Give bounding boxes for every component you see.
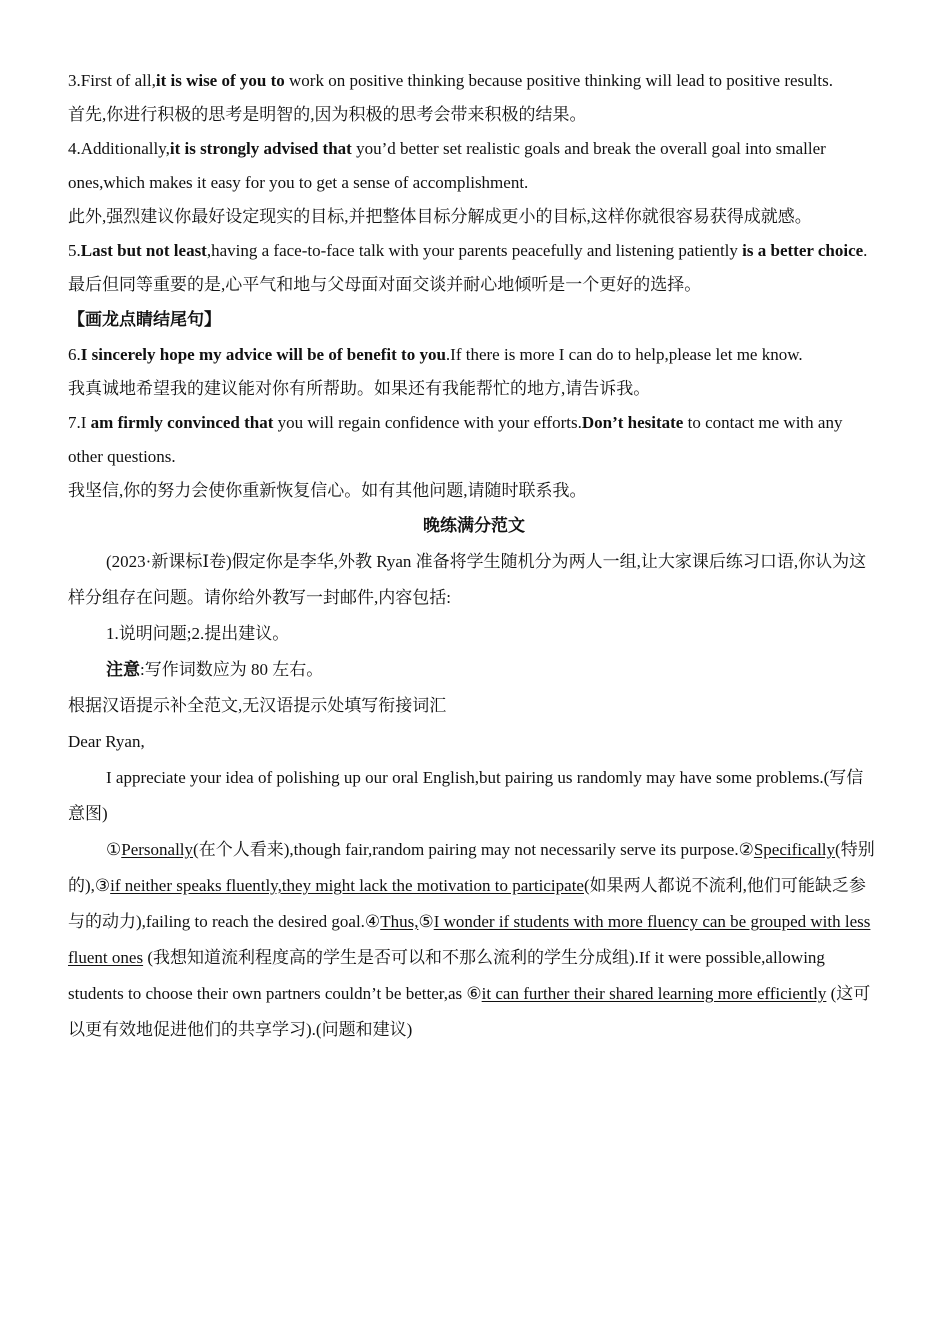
text-run: (我想知道流利程度高的学生是否可以和不那么流利的学生分成组).If it were possible,allowing students to choose their own partners couldn’t be better,as ⑥ xyxy=(68,948,825,1003)
text-run: .If there is more I can do to help,please let me know. xyxy=(445,345,803,364)
task-note xyxy=(68,652,880,688)
filled-blank: it can further their shared learning more efficiently xyxy=(481,984,827,1003)
chinese-translation: 最后但同等重要的是,心平气和地与父母面对面交谈并耐心地倾听是一个更好的选择。 xyxy=(68,275,702,294)
filled-blank: if neither speaks fluently,they might lack the motivation to participate xyxy=(110,876,584,895)
text-run: to contact me with any other questions. xyxy=(68,413,843,466)
text-run: . xyxy=(863,241,868,260)
document-page xyxy=(68,64,880,1048)
sentence-item-4 xyxy=(68,132,880,234)
letter-paragraph-1: I appreciate your idea of polishing up our oral English,but pairing us randomly may have some problems.(写信意图) xyxy=(68,768,864,823)
english-sentence xyxy=(68,132,880,200)
text-run: ,having a face-to-face talk with your parents peacefully and listening patiently xyxy=(206,241,743,260)
english-sentence xyxy=(68,64,880,98)
note-text: :写作词数应为 80 左右。 xyxy=(140,660,324,679)
text-run: (这可以更有效地促进他们的共享学习).(问题和建议) xyxy=(68,984,871,1039)
filled-blank: I wonder if students with more fluency can be grouped with less fluent ones xyxy=(68,912,871,967)
bold-phrase: am firmly convinced that xyxy=(90,413,274,432)
fill-instruction: 根据汉语提示补全范文,无汉语提示处填写衔接词汇 xyxy=(68,696,447,715)
text-run: (如果两人都说不流利,他们可能缺乏参与的动力),failing to reach the desired goal.④ xyxy=(68,876,866,931)
task-points: 1.说明问题;2.提出建议。 xyxy=(106,624,290,643)
text-run: 3.First of all, xyxy=(68,71,156,90)
text-run: 4.Additionally, xyxy=(68,139,170,158)
sentence-item-6 xyxy=(68,338,880,406)
filled-blank: Thus, xyxy=(380,912,419,931)
bold-phrase: Don’t hesitate xyxy=(581,413,684,432)
letter-greeting: Dear Ryan, xyxy=(68,732,145,751)
filled-blank: Personally xyxy=(121,840,194,859)
section-title: 晚练满分范文 xyxy=(423,516,525,535)
filled-blank: Specifically xyxy=(753,840,836,859)
chinese-translation: 我坚信,你的努力会使你重新恢复信心。如有其他问题,请随时联系我。 xyxy=(68,481,587,500)
text-run: (在个人看来),though fair,random pairing may not necessarily serve its purpose.② xyxy=(193,840,754,859)
text-run: ① xyxy=(106,840,122,859)
bold-phrase: Last but not least xyxy=(80,241,207,260)
sentence-item-5 xyxy=(68,234,880,302)
text-run: work on positive thinking because positive thinking will lead to positive results. xyxy=(284,71,833,90)
text-run: 6. xyxy=(68,345,81,364)
english-sentence xyxy=(68,338,880,372)
text-run: 5. xyxy=(68,241,81,260)
bold-phrase: it is strongly advised that xyxy=(169,139,352,158)
english-sentence xyxy=(68,234,880,268)
text-run: you’d better set realistic goals and break the overall goal into smaller ones,which makes it easy for you to get a sense of accomplishment. xyxy=(68,139,826,192)
bold-phrase: it is wise of you to xyxy=(155,71,285,90)
closing-sentences-heading: 【画龙点睛结尾句】 xyxy=(68,310,221,329)
bold-phrase: I sincerely hope my advice will be of benefit to you xyxy=(80,345,446,364)
english-sentence xyxy=(68,406,880,474)
text-run: (特别的),③ xyxy=(68,840,875,895)
bold-phrase: is a better choice xyxy=(742,241,864,260)
sentence-item-3 xyxy=(68,64,880,132)
chinese-translation: 我真诚地希望我的建议能对你有所帮助。如果还有我能帮忙的地方,请告诉我。 xyxy=(68,379,651,398)
task-prompt: (2023·新课标Ⅰ卷)假定你是李华,外教 Ryan 准备将学生随机分为两人一组,让大家课后练习口语,你认为这样分组存在问题。请你给外教写一封邮件,内容包括: xyxy=(68,552,867,607)
text-run: 7.I xyxy=(68,413,91,432)
chinese-translation: 此外,强烈建议你最好设定现实的目标,并把整体目标分解成更小的目标,这样你就很容易获得成就感。 xyxy=(68,207,812,226)
note-label: 注意 xyxy=(106,660,140,679)
chinese-translation: 首先,你进行积极的思考是明智的,因为积极的思考会带来积极的结果。 xyxy=(68,105,587,124)
text-run: ⑤ xyxy=(418,912,434,931)
letter-paragraph-2 xyxy=(68,832,880,1048)
text-run: you will regain confidence with your efforts. xyxy=(273,413,582,432)
sentence-item-7 xyxy=(68,406,880,508)
